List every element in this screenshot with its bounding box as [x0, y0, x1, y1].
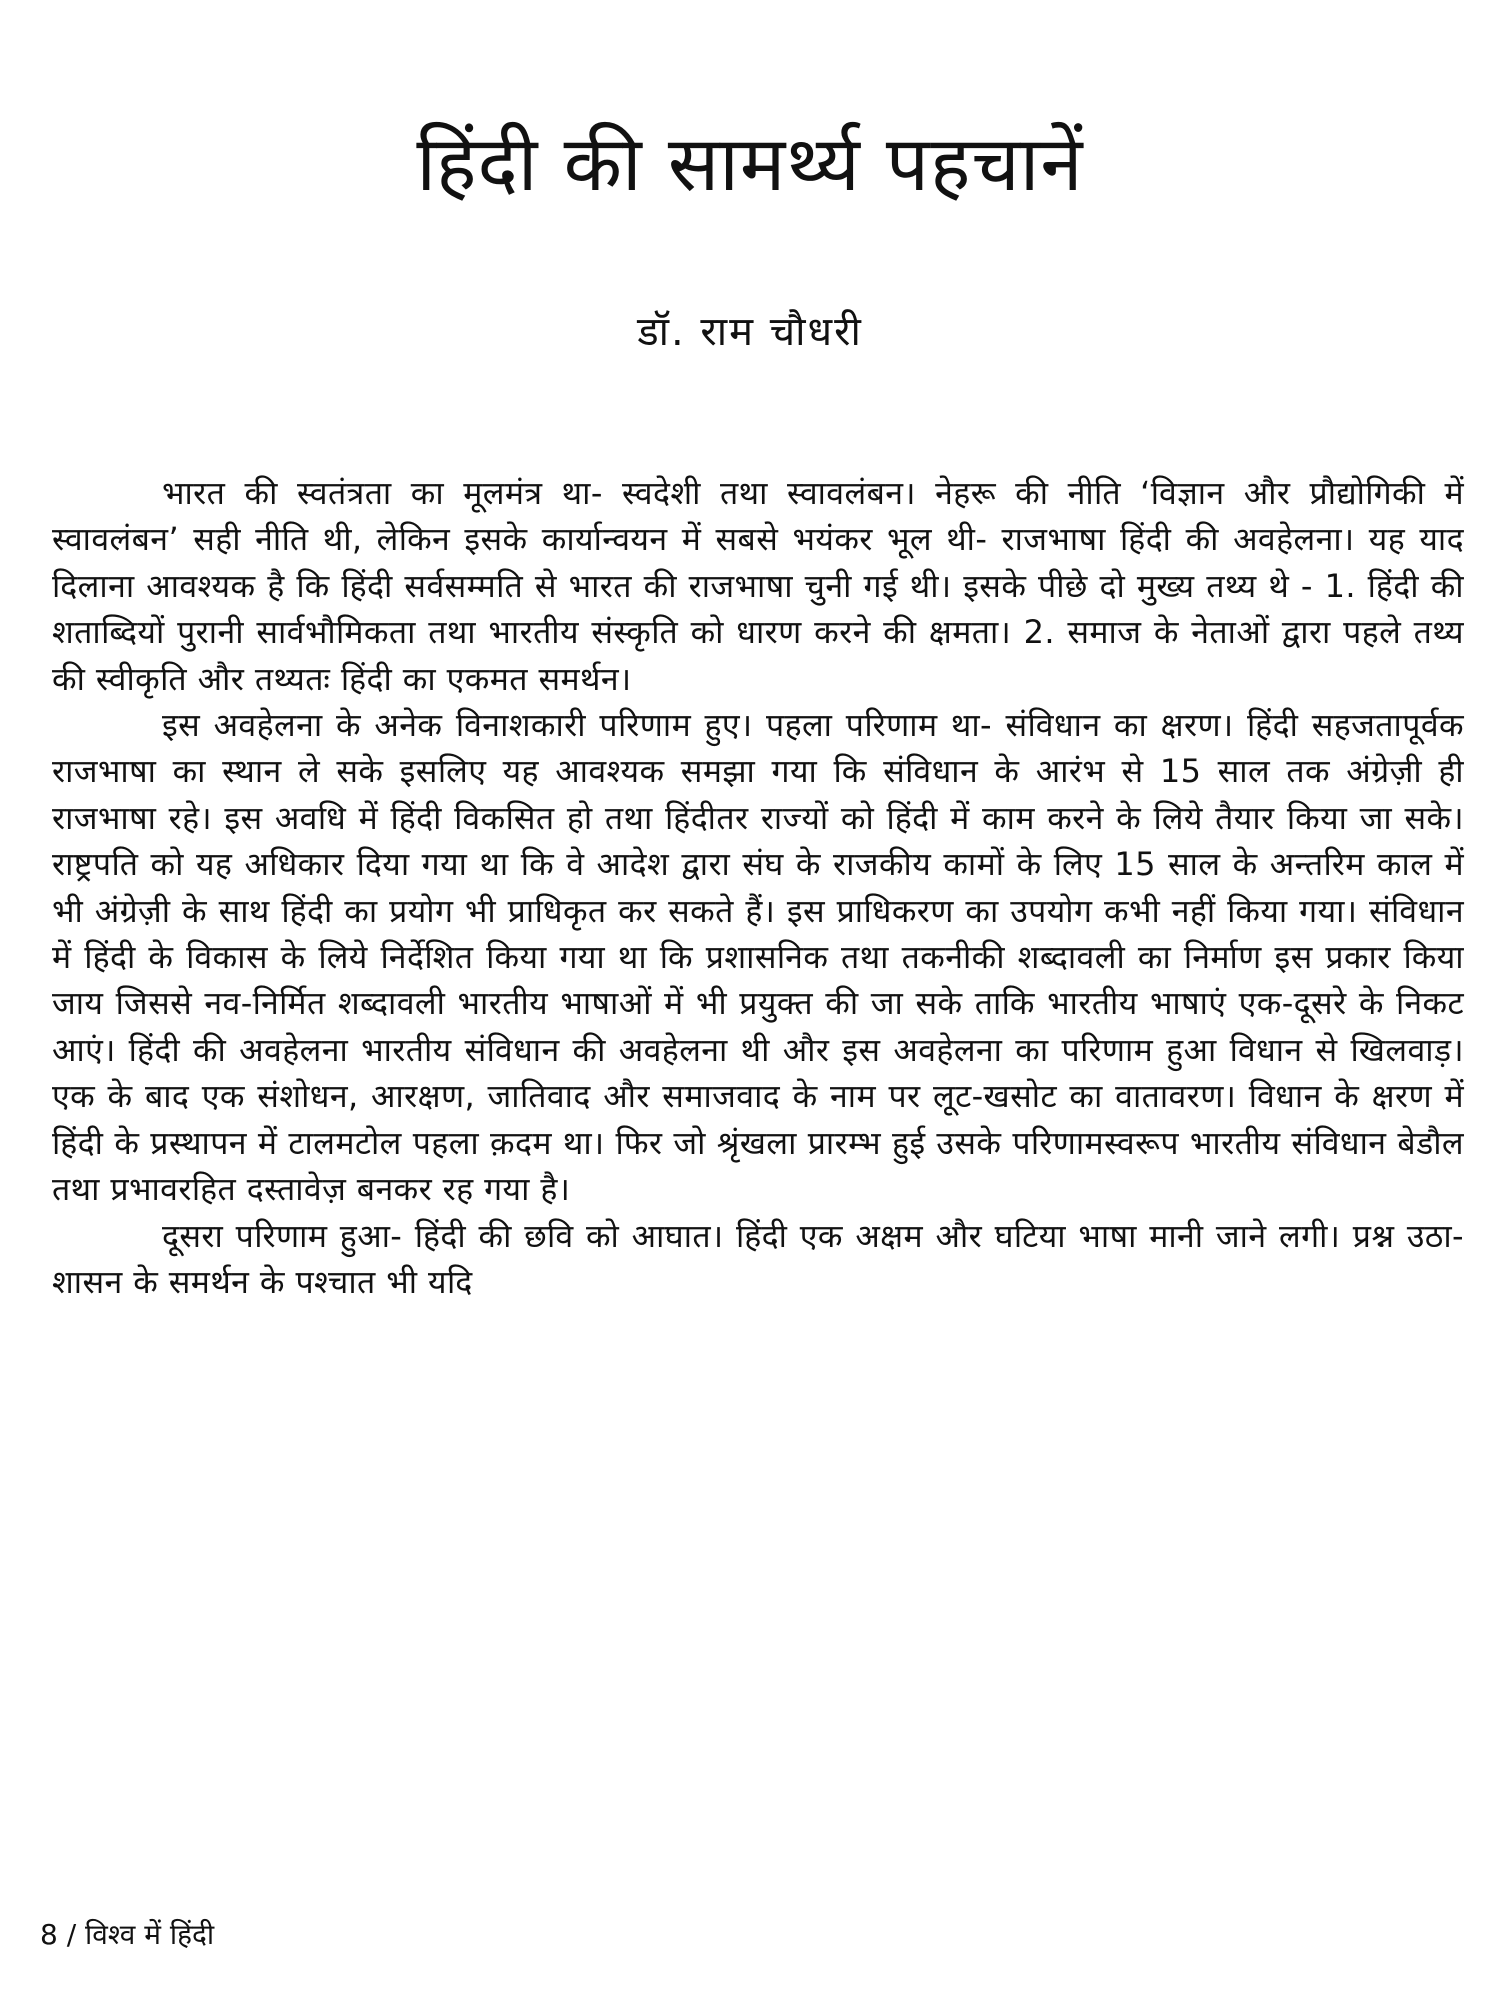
page-footer: 8 / विश्व में हिंदी [40, 1918, 215, 1951]
author-name: डॉ. राम चौधरी [637, 309, 863, 355]
paragraph-1: भारत की स्वतंत्रता का मूलमंत्र था- स्वदेशी तथा स्वावलंबन। नेहरू की नीति ‘विज्ञान और प्रौद्योगिकी में स्वावलंबन’ सही नीति थी, लेकिन इसके कार्यान्वयन में सबसे भयंकर भूल थी- राजभाषा हिंदी की अवहेलना। यह याद दिलाना आवश्यक है कि हिंदी सर्वसम्मति से भारत की राजभाषा चुनी गई थी। इसके पीछे दो मुख्य तथ्य थे - 1. हिंदी की शताब्दियों पुरानी सार्वभौमिकता तथा भारतीय संस्कृति को धारण करने की क्षमता। 2. समाज के नेताओं द्वारा पहले तथ्य की स्वीकृति और तथ्यतः हिंदी का एकमत समर्थन। [52, 474, 1464, 698]
paragraph-3: दूसरा परिणाम हुआ- हिंदी की छवि को आघात। हिंदी एक अक्षम और घटिया भाषा मानी जाने लगी। प्रश्न उठा- शासन के समर्थन के पश्चात भी यदि [52, 1216, 1464, 1301]
page-title: हिंदी की सामर्थ्य पहचानें [416, 119, 1084, 208]
article-body [52, 470, 1464, 1305]
paragraph-2: इस अवहेलना के अनेक विनाशकारी परिणाम हुए। पहला परिणाम था- संविधान का क्षरण। हिंदी सहजतापूर्वक राजभाषा का स्थान ले सके इसलिए यह आवश्यक समझा गया कि संविधान के आरंभ से 15 साल तक अंग्रेज़ी ही राजभाषा रहे। इस अवधि में हिंदी विकसित हो तथा हिंदीतर राज्यों को हिंदी में काम करने के लिये तैयार किया जा सके। राष्ट्रपति को यह अधिकार दिया गया था कि वे आदेश द्वारा संघ के राजकीय कामों के लिए 15 साल के अन्तरिम काल में भी अंग्रेज़ी के साथ हिंदी का प्रयोग भी प्राधिकृत कर सकते हैं। इस प्राधिकरण का उपयोग कभी नहीं किया गया। संविधान में हिंदी के विकास के लिये निर्देशित किया गया था कि प्रशासनिक तथा तकनीकी शब्दावली का निर्माण इस प्रकार किया जाय जिससे नव-निर्मित शब्दावली भारतीय भाषाओं में भी प्रयुक्त की जा सके ताकि भारतीय भाषाएं एक-दूसरे के निकट आएं। हिंदी की अवहेलना भारतीय संविधान की अवहेलना थी और इस अवहेलना का परिणाम हुआ विधान से खिलवाड़। एक के बाद एक संशोधन, आरक्षण, जातिवाद और समाजवाद के नाम पर लूट-खसोट का वातावरण। विधान के क्षरण में हिंदी के प्रस्थापन में टालमटोल पहला क़दम था। फिर जो श्रृंखला प्रारम्भ हुई उसके परिणामस्वरूप भारतीय संविधान बेडौल तथा प्रभावरहित दस्तावेज़ बनकर रह गया है। [52, 706, 1464, 1209]
